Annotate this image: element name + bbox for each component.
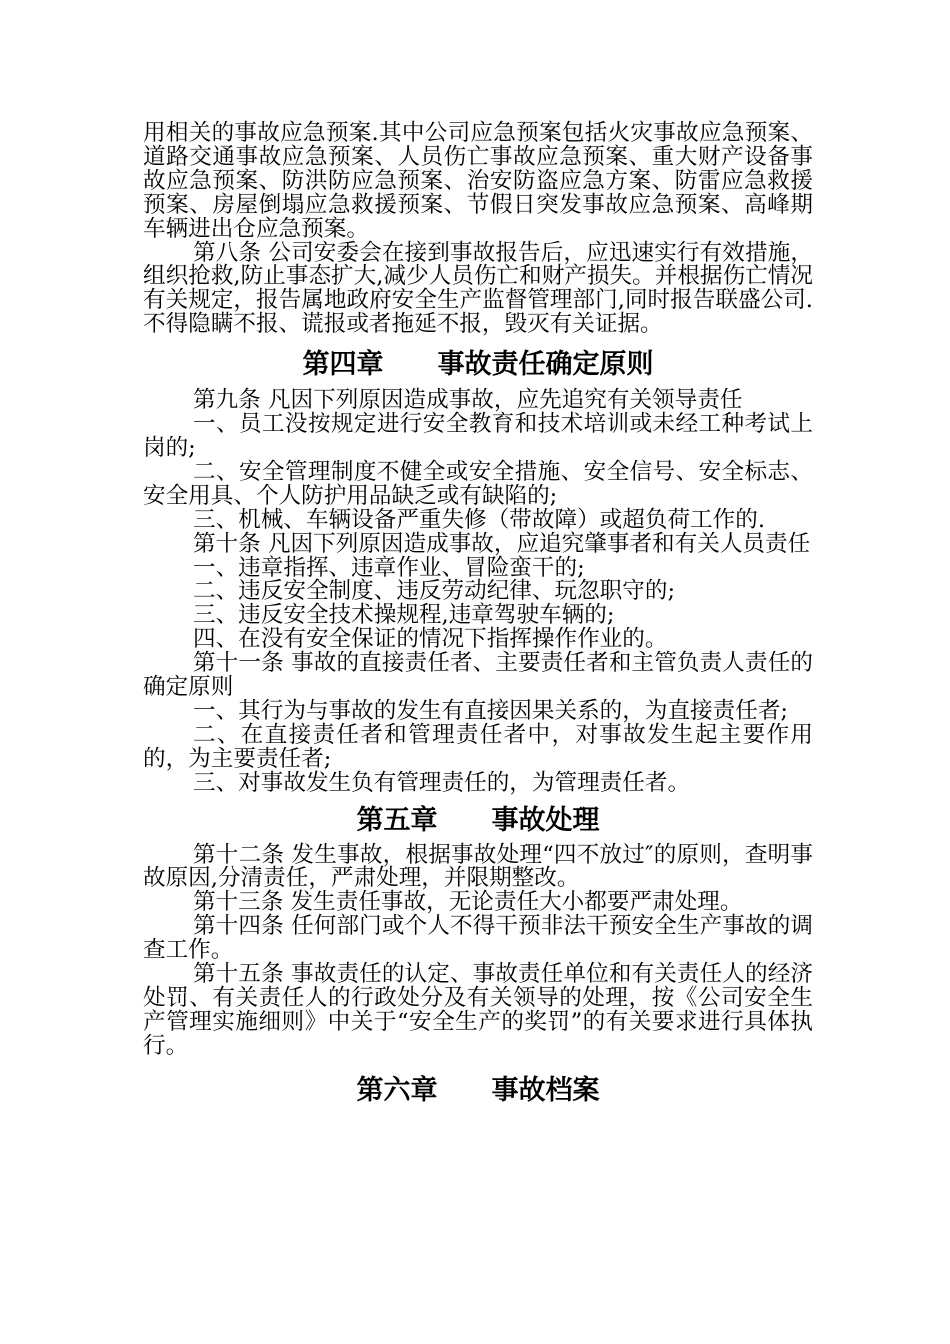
paragraph: 三、机械、车辆设备严重失修（带故障）或超负荷工作的. bbox=[193, 506, 766, 533]
paragraph: 三、对事故发生负有管理责任的，为管理责任者。 bbox=[193, 769, 691, 796]
paragraph: 第十四条 任何部门或个人不得干预非法干预安全生产事故的调查工作。 bbox=[143, 913, 813, 964]
paragraph: 用相关的事故应急预案.其中公司应急预案包括火灾事故应急预案、道路交通事故应急预案、人员伤亡事故应急预案、重大财产设备事故应急预案、防洪防应急预案、治安防盗应急方案、防雷应急救援预案、房屋倒塌应急救援预案、节假日突发事故应急预案、高峰期车辆进出仓应急预案。 bbox=[143, 120, 813, 242]
paragraph: 第八条 公司安委会在接到事故报告后，应迅速实行有效措施，组织抢救,防止事态扩大,减少人员伤亡和财产损失。并根据伤亡情况有关规定，报告属地政府安全生产监督管理部门,同时报告联盛公司.不得隐瞒不报、谎报或者拖延不报，毁灭有关证据。 bbox=[143, 239, 813, 338]
chapter-heading: 第四章 事故责任确定原则 bbox=[302, 349, 654, 381]
paragraph: 第十三条 发生责任事故，无论责任大小都要严肃处理。 bbox=[193, 889, 743, 916]
paragraph: 第十二条 发生事故，根据事故处理“四不放过″的原则，查明事故原因,分清责任，严肃处理，并限期整改。 bbox=[143, 841, 813, 892]
paragraph: 四、在没有安全保证的情况下指挥操作作业的。 bbox=[193, 626, 668, 653]
chapter-heading: 第五章 事故处理 bbox=[356, 804, 600, 836]
paragraph: 第十一条 事故的直接责任者、主要责任者和主管负责人责任的确定原则 bbox=[143, 650, 813, 701]
chapter-heading: 第六章 事故档案 bbox=[356, 1074, 600, 1106]
paragraph: 第九条 凡因下列原因造成事故，应先追究有关领导责任 bbox=[193, 387, 743, 414]
paragraph: 第十条 凡因下列原因造成事故，应追究肇事者和有关人员责任 bbox=[193, 530, 811, 557]
paragraph: 一、违章指挥、违章作业、冒险蛮干的; bbox=[193, 554, 585, 581]
paragraph: 二、在直接责任者和管理责任者中，对事故发生起主要作用的，为主要责任者; bbox=[143, 721, 813, 772]
paragraph: 二、违反安全制度、违反劳动纪律、玩忽职守的; bbox=[193, 578, 676, 605]
paragraph: 三、违反安全技术操规程,违章驾驶车辆的; bbox=[193, 602, 615, 629]
paragraph: 二、安全管理制度不健全或安全措施、安全信号、安全标志、安全用具、个人防护用品缺乏或有缺陷的; bbox=[143, 458, 813, 509]
paragraph: 一、其行为与事故的发生有直接因果关系的，为直接责任者; bbox=[193, 697, 789, 724]
paragraph: 第十五条 事故责任的认定、事故责任单位和有关责任人的经济处罚、有关责任人的行政处分及有关领导的处理，按《公司安全生产管理实施细则》中关于“安全生产的奖罚”的有关要求进行具体执行。 bbox=[143, 961, 813, 1059]
paragraph: 一、员工没按规定进行安全教育和技术培训或未经工种考试上岗的; bbox=[143, 411, 813, 461]
document-page bbox=[143, 122, 813, 1119]
